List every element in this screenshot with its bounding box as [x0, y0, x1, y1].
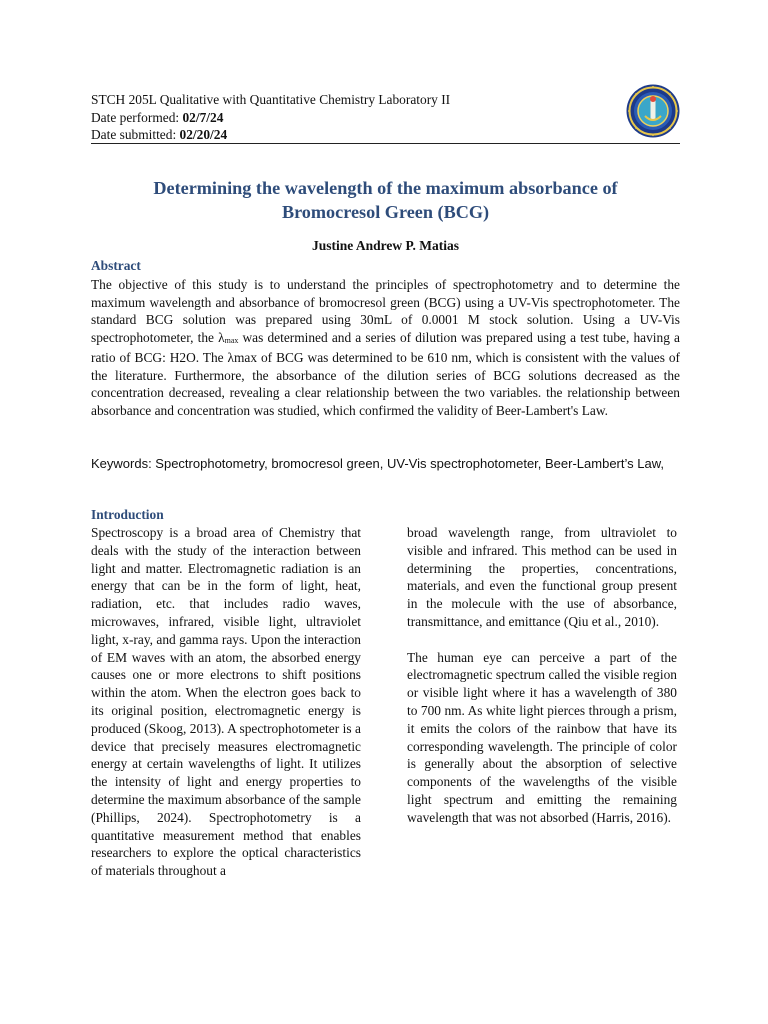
keywords: Keywords: Spectrophotometry, bromocresol green, UV-Vis spectrophotometer, Beer-Lambert’s Law, [91, 456, 664, 471]
abstract-text-b: was determined and a series of dilution was prepared using a test tube, having a ratio of BCG: H2O. The λmax of BCG was determined to be 610 nm, which is consistent with the values of the literature. Furthermore, the absorbance of the dilution series of BCG solutions decreased as the concentration decreased, revealing a clear relationship between the two variables. the relationship between absorbance and concentration was studied, which confirmed the validity of Beer-Lambert's Law. [91, 329, 680, 418]
left-column [91, 524, 361, 880]
intro-paragraph-1-right: broad wavelength range, from ultraviolet to visible and infrared. This method can be used in determining the properties, concentrations, materials, and even the functional group present in the molecule with the use of absorbance, transmittance, and emittance (Qiu et al., 2010). [407, 525, 677, 629]
abstract-heading: Abstract [91, 258, 141, 273]
right-column [407, 524, 677, 827]
lambda-symbol: λ [218, 329, 225, 345]
introduction-heading: Introduction [91, 507, 164, 522]
date-performed [91, 109, 450, 127]
date-performed-value: 02/7/24 [182, 109, 224, 125]
intro-paragraph-2: The human eye can perceive a part of the electromagnetic spectrum called the visible region or visible light where it has a wavelength of 380 to 700 nm. As white light pierces through a prism, it emits the colors of the rainbow that have its corresponding wavelength. The principle of color is generally about the absorption of selective components of the wavelengths of the visible light spectrum and emitting the remaining wavelength that was not absorbed (Harris, 2016). [407, 649, 677, 825]
title-line-1: Determining the wavelength of the maximum absorbance of [153, 178, 618, 198]
document-header [91, 91, 450, 144]
paper-title [91, 176, 680, 224]
date-submitted [91, 126, 450, 144]
date-performed-label: Date performed: [91, 109, 180, 125]
abstract-body [91, 276, 680, 419]
abstract-text-a: The objective of this study is to understand the principles of spectrophotometry and to determine the maximum wavelength and absorbance of bromocresol green (BCG) using a UV-Vis spectrophotometer. The standard BCG solution was prepared using 30mL of 0.0001 M stock solution. Using a UV-Vis spectrophotometer, the [91, 277, 680, 345]
course-title: STCH 205L Qualitative with Quantitative Chemistry Laboratory II [91, 92, 451, 107]
date-submitted-label: Date submitted: [91, 127, 177, 142]
title-line-2: Bromocresol Green (BCG) [281, 202, 490, 222]
author-name: Justine Andrew P. Matias [311, 238, 460, 253]
intro-paragraph-1-left: Spectroscopy is a broad area of Chemistry that deals with the study of the interaction between light and matter. Electromagnetic radiation is an energy that can be in the form of light, heat, radiation, etc. that includes radio waves, microwaves, infrared, visible light, ultraviolet light, x-ray, and gamma rays. Upon the interaction of EM waves with an atom, the absorbed energy causes one or more electrons to shift positions within the atom. When the electron goes back to its original position, electromagnetic energy is produced (Skoog, 2013). A spectrophotometer is a device that precisely measures electromagnetic energy at certain wavelengths of light. It utilizes the intensity of light and energy properties to determine the maximum absorbance of the sample (Phillips, 2024). Spectrophotometry is a quantitative measurement method that enables researchers to explore the optical characteristics of materials throughout a [91, 525, 361, 879]
header-divider [91, 143, 680, 144]
lambda-subscript: max [224, 335, 239, 345]
university-seal-logo [626, 84, 680, 138]
date-submitted-value: 02/20/24 [179, 127, 228, 142]
